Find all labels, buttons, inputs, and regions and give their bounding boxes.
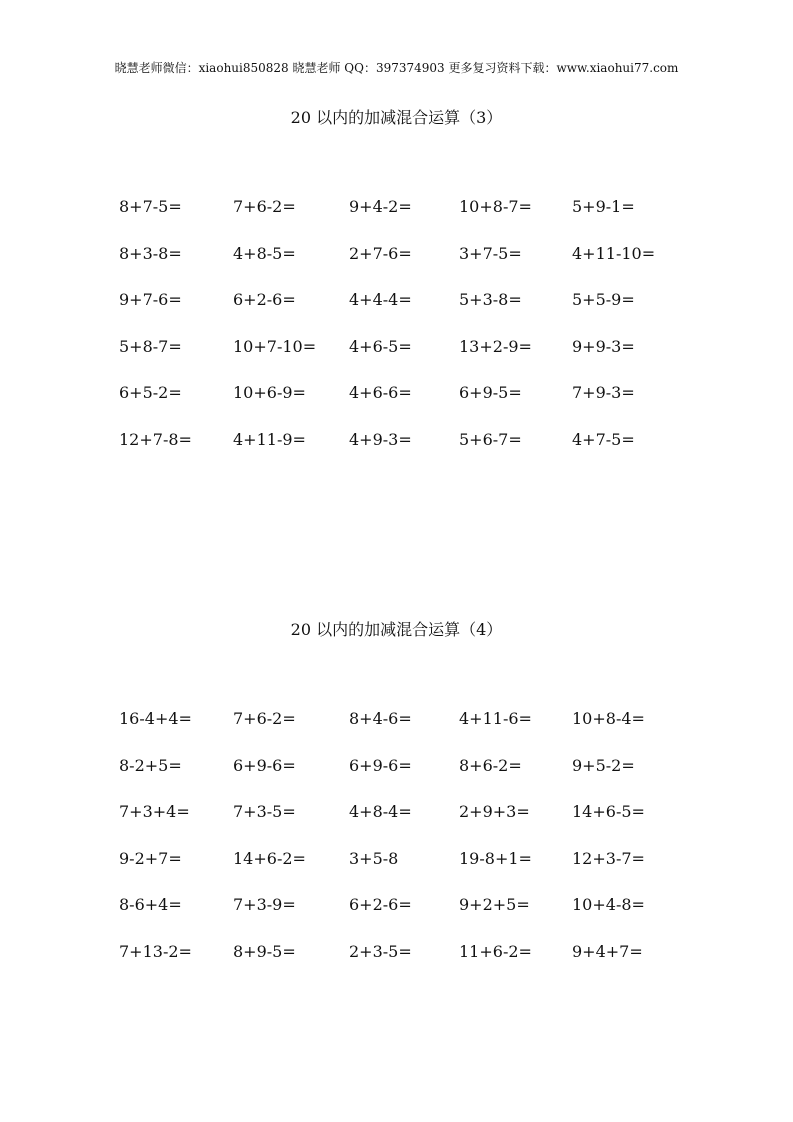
- problem-grid: [119, 709, 719, 989]
- section-title: 20 以内的加减混合运算（4）: [290, 620, 503, 639]
- problem: 5+6-7=: [459, 429, 522, 449]
- problem: 6+9-6=: [349, 755, 412, 775]
- problem: 8-6+4=: [119, 895, 182, 915]
- problem: 4+7-5=: [572, 429, 635, 449]
- section-title: 20 以内的加减混合运算（3）: [290, 108, 503, 127]
- problem: 3+5-8: [349, 848, 399, 868]
- problem: 5+5-9=: [572, 290, 635, 310]
- problem: 9+5-2=: [572, 755, 635, 775]
- problem: 10+4-8=: [572, 895, 645, 915]
- problem: 9+2+5=: [459, 895, 530, 915]
- problem: 8+3-8=: [119, 243, 182, 263]
- problem: 10+8-7=: [459, 197, 532, 216]
- problem: 6+9-5=: [459, 383, 522, 403]
- problem: 7+9-3=: [572, 383, 635, 403]
- problem: 3+7-5=: [459, 243, 522, 263]
- problem: 4+11-6=: [459, 709, 532, 728]
- problem: 4+11-9=: [233, 429, 306, 449]
- problem: 7+6-2=: [233, 709, 296, 728]
- problem: 4+6-5=: [349, 336, 412, 356]
- problem: 9+4+7=: [572, 941, 643, 961]
- problem: 9+9-3=: [572, 336, 635, 356]
- problem: 6+9-6=: [233, 755, 296, 775]
- problem: 2+7-6=: [349, 243, 412, 263]
- problem: 12+7-8=: [119, 429, 192, 449]
- problem: 10+8-4=: [572, 709, 645, 728]
- problem: 7+3-9=: [233, 895, 296, 915]
- problem: 8-2+5=: [119, 755, 182, 775]
- problem: 7+3+4=: [119, 802, 190, 822]
- problem: 9+7-6=: [119, 290, 182, 310]
- problem: 6+5-2=: [119, 383, 182, 403]
- problem: 8+9-5=: [233, 941, 296, 961]
- problem: 2+9+3=: [459, 802, 530, 822]
- page-header: 晓慧老师微信：xiaohui850828 晓慧老师 QQ：397374903 更多复习资料下载：www.xiaohui77.com: [114, 61, 679, 75]
- problem: 4+9-3=: [349, 429, 412, 449]
- problem: 10+6-9=: [233, 383, 306, 403]
- problem: 4+8-4=: [349, 802, 412, 822]
- problem: 8+6-2=: [459, 755, 522, 775]
- problem: 19-8+1=: [459, 848, 532, 868]
- problem: 5+3-8=: [459, 290, 522, 310]
- problem: 4+11-10=: [572, 243, 656, 263]
- problem: 4+8-5=: [233, 243, 296, 263]
- problem: 16-4+4=: [119, 709, 192, 728]
- problem: 6+2-6=: [233, 290, 296, 310]
- problem: 7+3-5=: [233, 802, 296, 822]
- problem: 14+6-5=: [572, 802, 645, 822]
- problem: 7+6-2=: [233, 197, 296, 216]
- problem: 4+6-6=: [349, 383, 412, 403]
- problem: 9+4-2=: [349, 197, 412, 216]
- problem: 13+2-9=: [459, 336, 532, 356]
- problem: 12+3-7=: [572, 848, 645, 868]
- problem: 8+4-6=: [349, 709, 412, 728]
- problem: 8+7-5=: [119, 197, 182, 216]
- problem: 5+8-7=: [119, 336, 182, 356]
- problem: 7+13-2=: [119, 941, 192, 961]
- problem: 11+6-2=: [459, 941, 532, 961]
- problem: 6+2-6=: [349, 895, 412, 915]
- problem: 14+6-2=: [233, 848, 306, 868]
- problem: 2+3-5=: [349, 941, 412, 961]
- problem: 4+4-4=: [349, 290, 412, 310]
- problem-grid: [119, 197, 719, 477]
- problem: 5+9-1=: [572, 197, 635, 216]
- problem: 10+7-10=: [233, 336, 317, 356]
- problem: 9-2+7=: [119, 848, 182, 868]
